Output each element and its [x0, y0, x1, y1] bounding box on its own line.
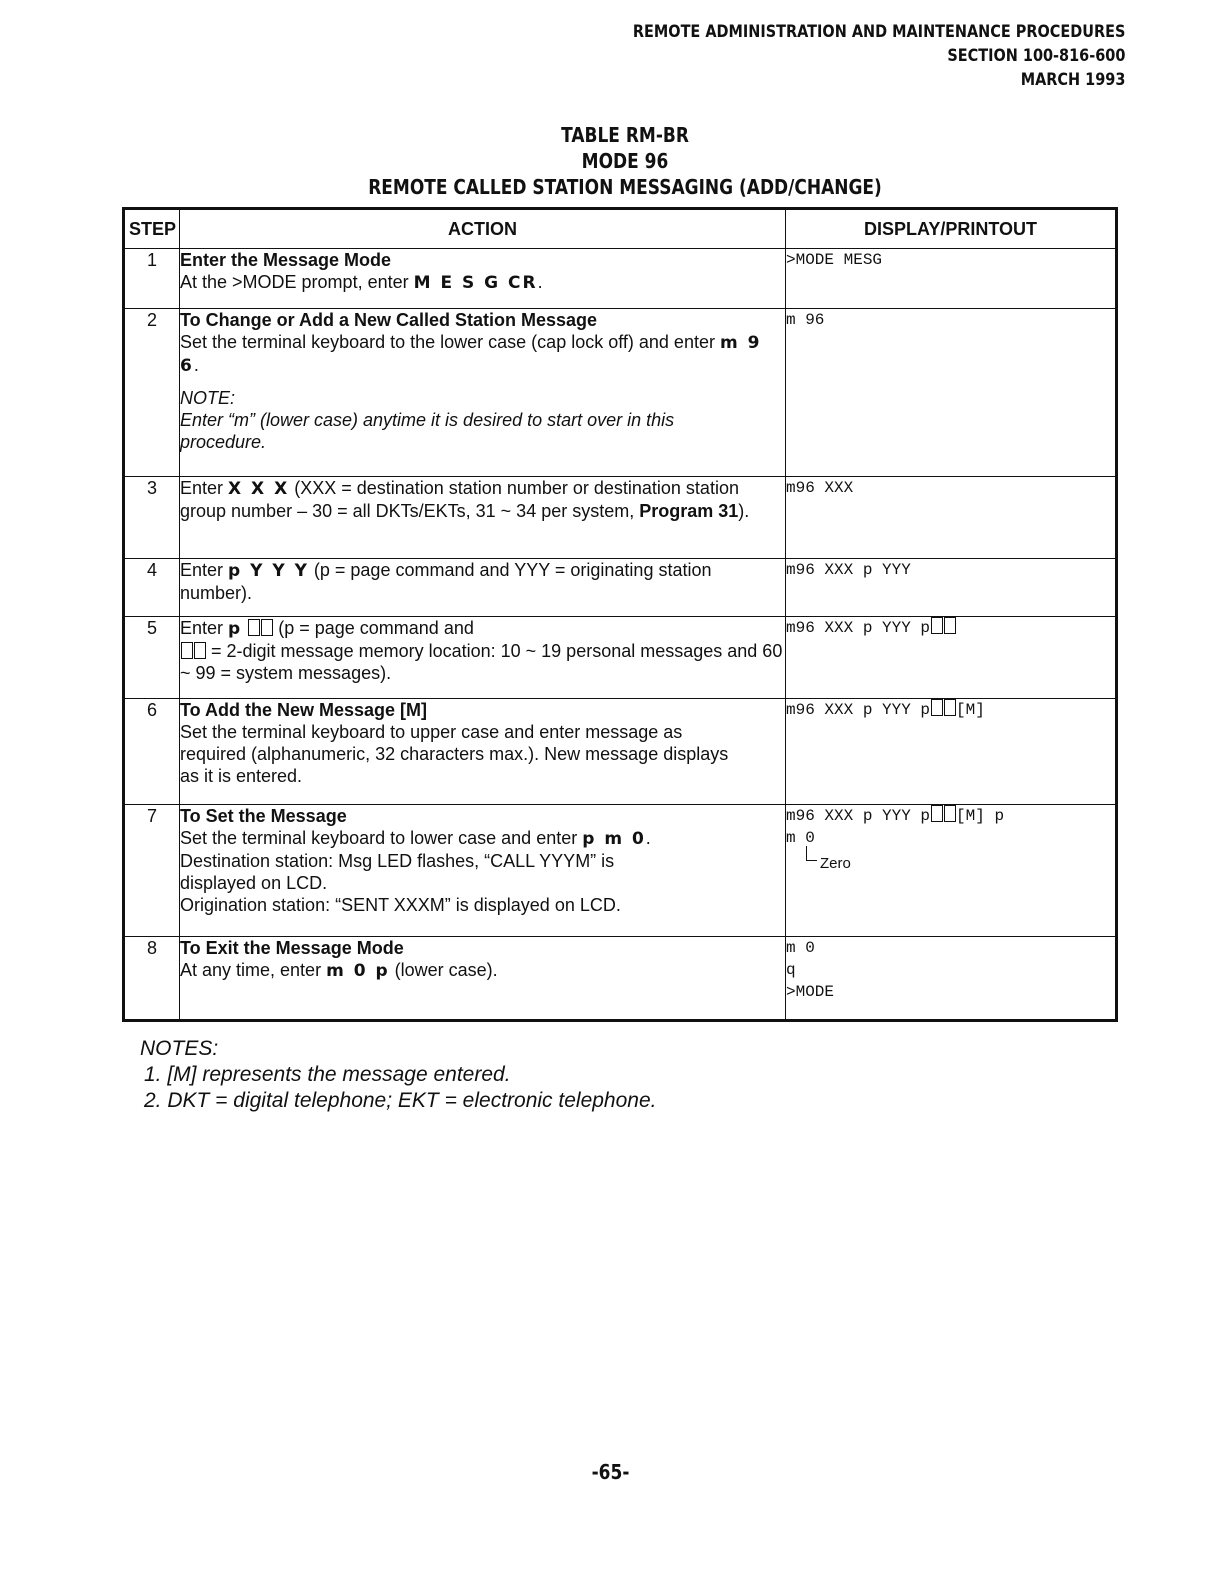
digit-box-icon	[194, 642, 206, 659]
col-header-step: STEP	[124, 209, 180, 249]
display-cell: m96 XXX p YYY	[786, 559, 1117, 617]
program-reference: Program 31	[639, 501, 739, 521]
action-cell	[180, 559, 786, 617]
header-line-2: SECTION 100-816-600	[946, 46, 1125, 66]
action-heading: Enter the Message Mode	[180, 250, 392, 270]
key-sequence: p Y Y Y	[228, 561, 309, 581]
zero-annotation: Zero	[786, 849, 876, 871]
table-header-row	[124, 209, 1117, 249]
display-cell: >MODE MESG	[786, 249, 1117, 309]
key-sequence: p m 0	[582, 829, 646, 849]
col-header-action: ACTION	[180, 209, 786, 249]
action-text: Destination station: Msg LED flashes, “CALL YYYM” is displayed on LCD.	[180, 851, 615, 893]
step-number: 7	[124, 805, 180, 937]
action-cell	[180, 477, 786, 559]
action-cell	[180, 309, 786, 477]
digit-box-icon	[944, 805, 956, 822]
notes-label: NOTES:	[140, 1037, 219, 1060]
table-row	[124, 937, 1117, 1021]
step-number: 3	[124, 477, 180, 559]
digit-box-icon	[931, 805, 943, 822]
action-cell	[180, 937, 786, 1021]
step-number: 6	[124, 699, 180, 805]
digit-box-icon	[248, 619, 260, 636]
action-text: Enter p (p = page command and = 2-digit message memory location: 10 ~ 19 personal messages and 60 ~ 99 = system messages).	[180, 618, 783, 683]
table-row	[124, 559, 1117, 617]
action-text: Enter X X X (XXX = destination station number or destination station group number – 30 = all DKTs/EKTs, 31 ~ 34 per system, Program 31).	[180, 478, 750, 521]
running-header	[633, 20, 1125, 92]
page-number: -65-	[591, 1460, 630, 1484]
step-number: 4	[124, 559, 180, 617]
table-row	[124, 249, 1117, 309]
col-header-display: DISPLAY/PRINTOUT	[786, 209, 1117, 249]
action-heading: To Add the New Message [M]	[180, 700, 428, 720]
digit-box-icon	[944, 699, 956, 716]
action-text: Set the terminal keyboard to lower case and enter p m 0.	[180, 828, 651, 849]
step-number: 8	[124, 937, 180, 1021]
step-number: 1	[124, 249, 180, 309]
action-heading: To Exit the Message Mode	[180, 938, 404, 958]
table-row	[124, 309, 1117, 477]
note-item: 2. DKT = digital telephone; EKT = electronic telephone.	[144, 1089, 657, 1112]
note-text: Enter “m” (lower case) anytime it is desired to start over in this procedure.	[180, 410, 675, 452]
action-text: Origination station: “SENT XXXM” is displayed on LCD.	[180, 895, 621, 915]
digit-box-icon	[944, 617, 956, 634]
table-row	[124, 699, 1117, 805]
key-sequence: m 0 p	[326, 961, 390, 981]
title-line-3: REMOTE CALLED STATION MESSAGING (ADD/CHANGE)	[368, 175, 882, 199]
table-row	[124, 805, 1117, 937]
display-cell: m96 XXX p YYY p [M] p m 0 Zero	[786, 805, 1117, 937]
table-title	[94, 122, 1157, 200]
display-cell: m96 XXX	[786, 477, 1117, 559]
action-text: Set the terminal keyboard to the lower case (cap lock off) and enter m 9 6.	[180, 332, 762, 376]
display-cell: m96 XXX p YYY p	[786, 617, 1117, 699]
step-number: 5	[124, 617, 180, 699]
key-sequence: m 9 6	[180, 333, 762, 376]
action-text: At the >MODE prompt, enter M E S G CR.	[180, 272, 543, 293]
action-cell	[180, 249, 786, 309]
digit-box-icon	[261, 619, 273, 636]
note-item: 1. [M] represents the message entered.	[144, 1063, 511, 1086]
action-text: Enter p Y Y Y (p = page command and YYY = originating station number).	[180, 560, 712, 603]
digit-box-icon	[931, 617, 943, 634]
table-row	[124, 617, 1117, 699]
action-cell	[180, 617, 786, 699]
action-text: At any time, enter m 0 p (lower case).	[180, 960, 498, 981]
key-sequence: p	[228, 619, 243, 639]
action-heading: To Set the Message	[180, 806, 347, 826]
note-label: NOTE:	[180, 388, 236, 408]
title-line-1: TABLE RM-BR	[561, 123, 689, 147]
action-text: Set the terminal keyboard to upper case and enter message as required (alphanumeric, 32 characters max.). New message displays as it is entered.	[180, 722, 729, 786]
header-line-1: REMOTE ADMINISTRATION AND MAINTENANCE PROCEDURES	[632, 22, 1125, 42]
step-number: 2	[124, 309, 180, 477]
header-line-3: MARCH 1993	[1020, 70, 1125, 90]
action-cell	[180, 699, 786, 805]
display-cell: m 96	[786, 309, 1117, 477]
title-line-2: MODE 96	[581, 149, 669, 173]
key-sequence: X X X	[228, 479, 290, 499]
notes-section	[140, 1036, 656, 1114]
table-row	[124, 477, 1117, 559]
action-cell	[180, 805, 786, 937]
action-heading: To Change or Add a New Called Station Message	[180, 310, 598, 330]
key-sequence: M E S G CR	[413, 273, 538, 293]
display-cell: m96 XXX p YYY p [M]	[786, 699, 1117, 805]
procedure-table	[122, 207, 1118, 1022]
display-cell: m 0 q >MODE	[786, 937, 1117, 1021]
digit-box-icon	[931, 699, 943, 716]
digit-box-icon	[181, 642, 193, 659]
